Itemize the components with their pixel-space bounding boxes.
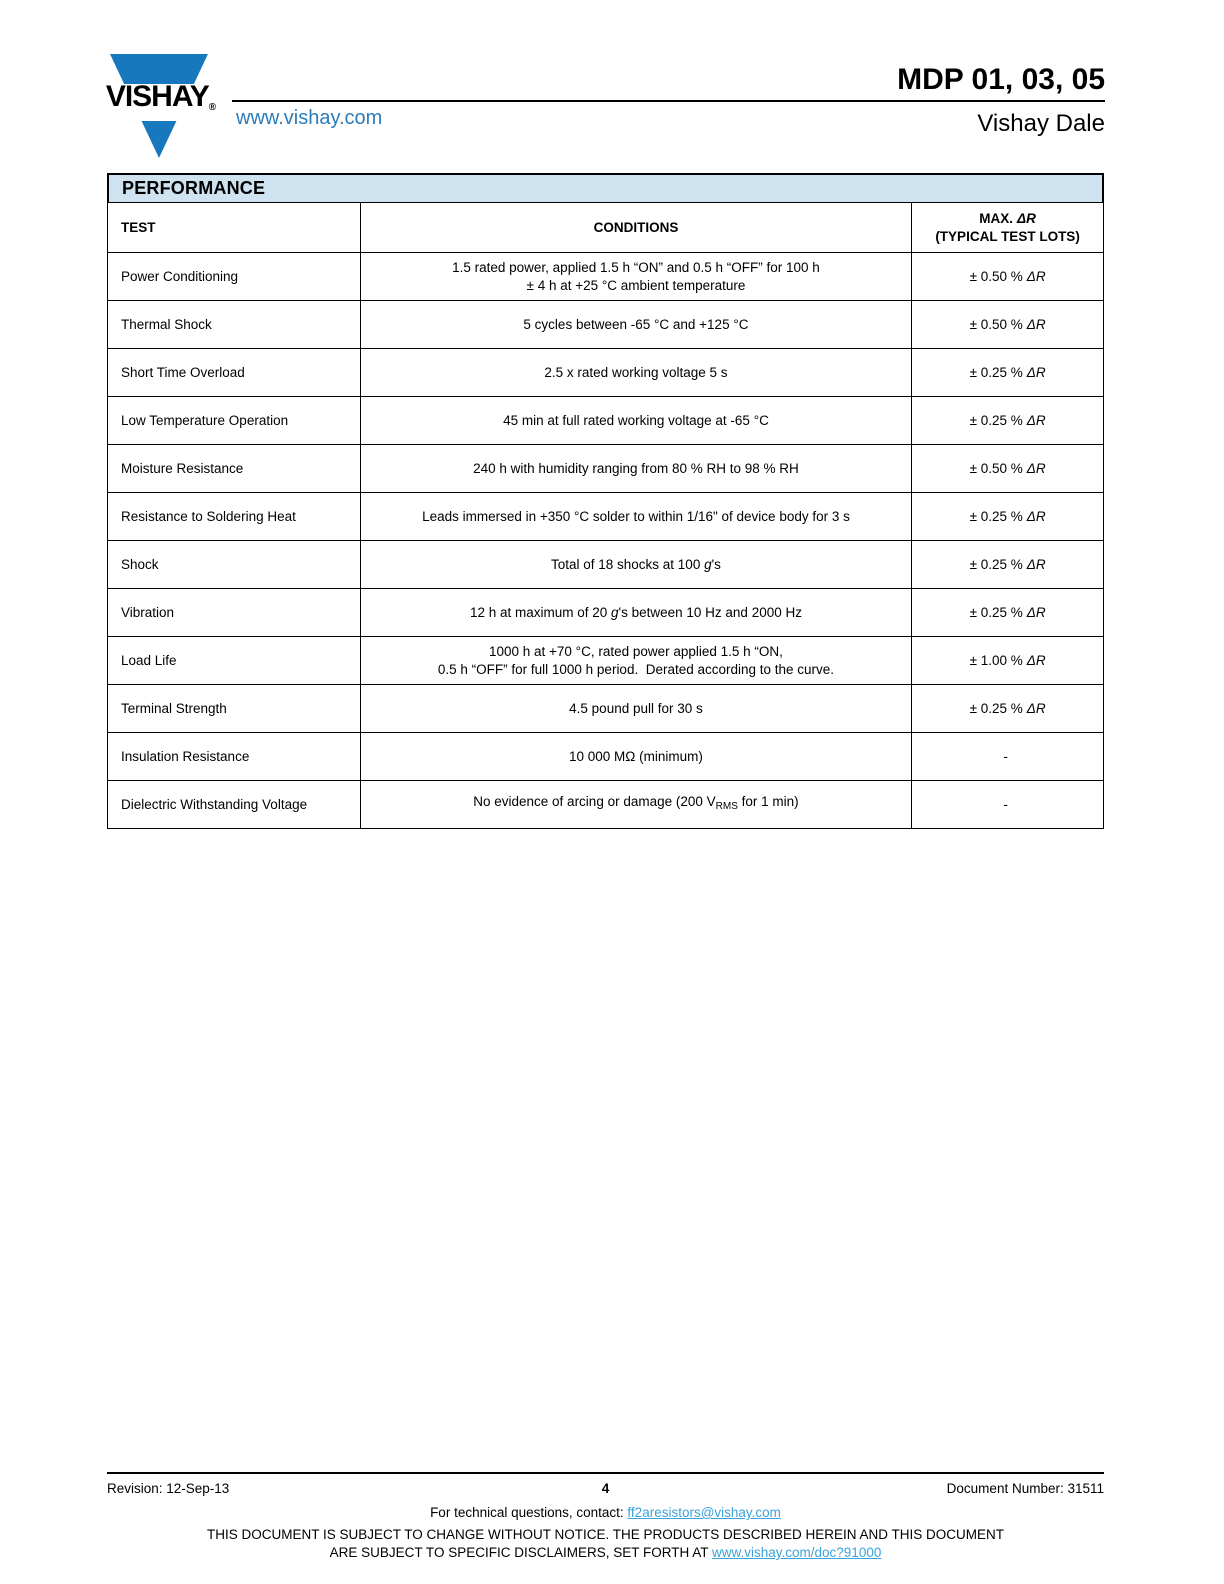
conditions-cell: No evidence of arcing or damage (200 $V_{RMS}$ for 1 min) bbox=[360, 781, 911, 829]
section-title: PERFORMANCE bbox=[107, 173, 1104, 202]
conditions-cell: 10 000 MΩ (minimum) bbox=[360, 733, 911, 781]
test-name: Vibration bbox=[108, 589, 361, 637]
website-link[interactable]: www.vishay.com bbox=[236, 107, 383, 129]
doc-title: MDP 01, 03, 05 bbox=[897, 63, 1105, 96]
conditions-cell: Total of 18 shocks at 100 g's bbox=[360, 541, 911, 589]
brand-text: VISHAY bbox=[105, 80, 209, 113]
table-row bbox=[108, 637, 1104, 685]
max-delta-r-cell: ± 0.25 % ΔR bbox=[912, 397, 1104, 445]
performance-section bbox=[107, 173, 1104, 829]
max-delta-r-cell: ± 1.00 % ΔR bbox=[912, 637, 1104, 685]
footer-meta bbox=[107, 1481, 1104, 1496]
test-name: Power Conditioning bbox=[108, 253, 361, 301]
conditions-cell: Leads immersed in +350 °C solder to within 1/16" of device body for 3 s bbox=[360, 493, 911, 541]
test-name: Dielectric Withstanding Voltage bbox=[108, 781, 361, 829]
revision-text: Revision: 12-Sep-13 bbox=[107, 1481, 230, 1496]
vishay-wordmark bbox=[93, 80, 229, 121]
max-delta-r-cell: ± 0.50 % ΔR bbox=[912, 445, 1104, 493]
table-row bbox=[108, 397, 1104, 445]
conditions-cell: 2.5 x rated working voltage 5 s bbox=[360, 349, 911, 397]
table-row bbox=[108, 781, 1104, 829]
table-row bbox=[108, 541, 1104, 589]
test-name: Shock bbox=[108, 541, 361, 589]
test-name: Terminal Strength bbox=[108, 685, 361, 733]
max-delta-r-cell: ± 0.25 % ΔR bbox=[912, 493, 1104, 541]
conditions-cell: 1000 h at +70 °C, rated power applied 1.5 h “ON, 0.5 h “OFF” for full 1000 h period. Derated according to the curve. bbox=[360, 637, 911, 685]
footer-rule bbox=[107, 1472, 1104, 1474]
registered-mark: ® bbox=[208, 102, 217, 113]
test-name: Thermal Shock bbox=[108, 301, 361, 349]
header-rule bbox=[232, 100, 1105, 102]
test-name: Load Life bbox=[108, 637, 361, 685]
disclaimer-link[interactable]: www.vishay.com/doc?91000 bbox=[712, 1545, 882, 1560]
contact-email-link[interactable]: ff2aresistors@vishay.com bbox=[627, 1505, 781, 1520]
disclaimer-text: ARE SUBJECT TO SPECIFIC DISCLAIMERS, SET FORTH AT bbox=[329, 1545, 712, 1560]
disclaimer-line-2 bbox=[107, 1545, 1104, 1560]
division-name: Vishay Dale bbox=[977, 110, 1105, 137]
conditions-cell: 1.5 rated power, applied 1.5 h “ON” and 0.5 h “OFF” for 100 h ± 4 h at +25 °C ambient temperature bbox=[360, 253, 911, 301]
conditions-cell: 45 min at full rated working voltage at -65 °C bbox=[360, 397, 911, 445]
table-header-row bbox=[108, 203, 1104, 253]
disclaimer-line-1: THIS DOCUMENT IS SUBJECT TO CHANGE WITHOUT NOTICE. THE PRODUCTS DESCRIBED HEREIN AND THIS DOCUMENT bbox=[206, 1527, 1005, 1542]
table-row bbox=[108, 349, 1104, 397]
document-number: Document Number: 31511 bbox=[946, 1481, 1105, 1496]
table-row bbox=[108, 445, 1104, 493]
table-row bbox=[108, 733, 1104, 781]
table-row bbox=[108, 253, 1104, 301]
table-row bbox=[108, 301, 1104, 349]
conditions-cell: 240 h with humidity ranging from 80 % RH to 98 % RH bbox=[360, 445, 911, 493]
test-name: Resistance to Soldering Heat bbox=[108, 493, 361, 541]
max-delta-r-cell: - bbox=[912, 781, 1104, 829]
max-delta-r-cell: ± 0.25 % ΔR bbox=[912, 589, 1104, 637]
test-name: Low Temperature Operation bbox=[108, 397, 361, 445]
page-number: 4 bbox=[601, 1481, 610, 1496]
col-header-max: MAX. ΔR (TYPICAL TEST LOTS) bbox=[912, 203, 1104, 253]
table-row bbox=[108, 493, 1104, 541]
conditions-cell: 4.5 pound pull for 30 s bbox=[360, 685, 911, 733]
max-delta-r-cell: ± 0.50 % ΔR bbox=[912, 301, 1104, 349]
col-header-conditions: CONDITIONS bbox=[360, 203, 911, 253]
test-name: Moisture Resistance bbox=[108, 445, 361, 493]
conditions-cell: 5 cycles between -65 °C and +125 °C bbox=[360, 301, 911, 349]
max-delta-r-cell: ± 0.25 % ΔR bbox=[912, 349, 1104, 397]
contact-label: For technical questions, contact: bbox=[430, 1505, 628, 1520]
test-name: Insulation Resistance bbox=[108, 733, 361, 781]
vishay-logo bbox=[95, 54, 227, 160]
conditions-cell: 12 h at maximum of 20 g's between 10 Hz and 2000 Hz bbox=[360, 589, 911, 637]
col-header-test: TEST bbox=[108, 203, 361, 253]
performance-table bbox=[107, 202, 1104, 829]
max-delta-r-cell: - bbox=[912, 733, 1104, 781]
max-delta-r-cell: ± 0.25 % ΔR bbox=[912, 541, 1104, 589]
max-delta-r-cell: ± 0.50 % ΔR bbox=[912, 253, 1104, 301]
table-row bbox=[108, 685, 1104, 733]
max-delta-r-cell: ± 0.25 % ΔR bbox=[912, 685, 1104, 733]
test-name: Short Time Overload bbox=[108, 349, 361, 397]
table-row bbox=[108, 589, 1104, 637]
footer-contact bbox=[107, 1505, 1104, 1520]
